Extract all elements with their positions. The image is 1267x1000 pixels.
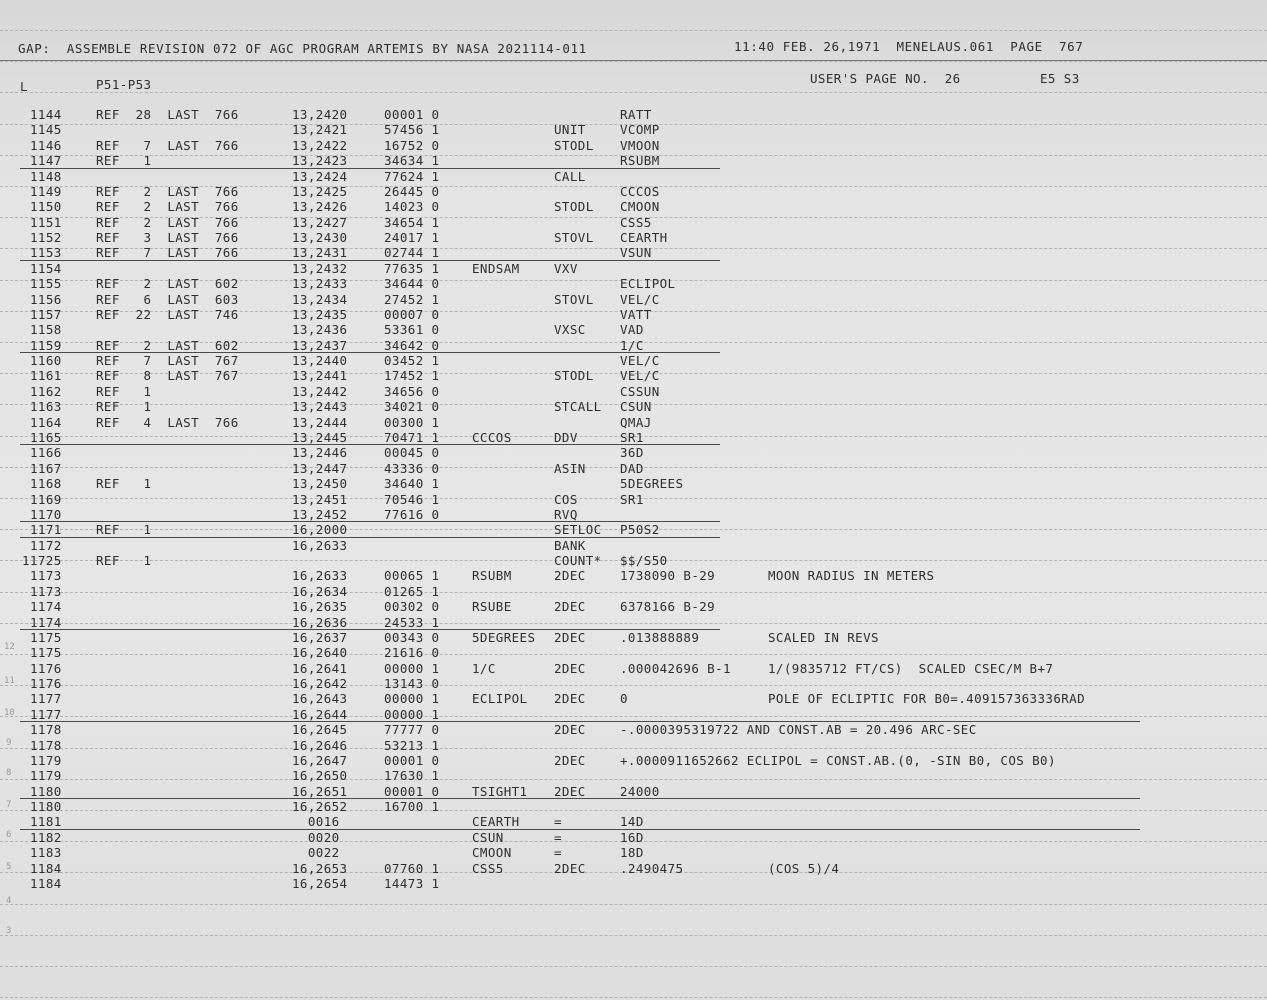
cell-word: 00000 1: [384, 691, 440, 706]
cell-line: 1177: [30, 707, 62, 722]
cell-ref: REF 2 LAST 766: [96, 199, 239, 214]
cell-op: DDV: [554, 430, 578, 445]
cell-word: 00065 1: [384, 568, 440, 583]
cell-operand: 24000: [620, 784, 660, 799]
section-separator: [20, 798, 1140, 799]
cell-line: 1156: [30, 292, 62, 307]
cell-word: 34640 1: [384, 476, 440, 491]
cell-op: 2DEC: [554, 784, 586, 799]
paper-rule: [0, 748, 1267, 749]
paper-rule: [0, 997, 1267, 998]
cell-line: 1178: [30, 722, 62, 737]
cell-operand: RSUBM: [620, 153, 660, 168]
cell-addr: 16,2641: [292, 661, 348, 676]
cell-addr: 13,2423: [292, 153, 348, 168]
cell-line: 1153: [30, 245, 62, 260]
cell-addr: 13,2420: [292, 107, 348, 122]
cell-comment: POLE OF ECLIPTIC FOR B0=.409157363336RAD: [768, 691, 1086, 706]
cell-addr: 16,2651: [292, 784, 348, 799]
cell-operand: CEARTH: [620, 230, 668, 245]
cell-addr: 16,2636: [292, 615, 348, 630]
cell-line: 1145: [30, 122, 62, 137]
cell-label: 1/C: [472, 661, 496, 676]
cell-op: STODL: [554, 138, 594, 153]
cell-op: STOVL: [554, 292, 594, 307]
cell-word: 34656 0: [384, 384, 440, 399]
cell-line: 1151: [30, 215, 62, 230]
cell-label: CCCOS: [472, 430, 512, 445]
margin-mark: 5: [6, 862, 12, 872]
cell-ref: REF 8 LAST 767: [96, 368, 239, 383]
cell-line: 1180: [30, 784, 62, 799]
cell-op: =: [554, 830, 562, 845]
margin-mark: 3: [6, 926, 12, 936]
margin-mark: 9: [6, 738, 12, 748]
cell-addr: 0020: [292, 830, 340, 845]
cell-label: ENDSAM: [472, 261, 520, 276]
cell-line: 1176: [30, 661, 62, 676]
cell-op: COUNT*: [554, 553, 602, 568]
cell-word: 26445 0: [384, 184, 440, 199]
cell-addr: 13,2444: [292, 415, 348, 430]
cell-operand: CSS5: [620, 215, 652, 230]
cell-line: 1175: [30, 630, 62, 645]
cell-word: 00001 0: [384, 107, 440, 122]
cell-addr: 16,2633: [292, 538, 348, 553]
cell-word: 01265 1: [384, 584, 440, 599]
cell-line: 1173: [30, 568, 62, 583]
cell-operand: 36D: [620, 445, 644, 460]
cell-line: 1148: [30, 169, 62, 184]
cell-word: 00343 0: [384, 630, 440, 645]
cell-op: 2DEC: [554, 568, 586, 583]
cell-line: 1146: [30, 138, 62, 153]
cell-word: 14473 1: [384, 876, 440, 891]
edition-code: E5 S3: [1040, 71, 1080, 86]
cell-op: UNIT: [554, 122, 586, 137]
cell-ref: REF 3 LAST 766: [96, 230, 239, 245]
cell-operand: VAD: [620, 322, 644, 337]
cell-word: 00007 0: [384, 307, 440, 322]
cell-op: STODL: [554, 368, 594, 383]
cell-op: RVQ: [554, 507, 578, 522]
cell-line: 1150: [30, 199, 62, 214]
cell-addr: 16,2642: [292, 676, 348, 691]
cell-word: 03452 1: [384, 353, 440, 368]
cell-op: 2DEC: [554, 599, 586, 614]
paper-rule: [0, 623, 1267, 624]
cell-addr: 13,2431: [292, 245, 348, 260]
user-page-number: USER'S PAGE NO. 26: [810, 71, 961, 86]
cell-addr: 16,2640: [292, 645, 348, 660]
margin-mark: 7: [6, 800, 12, 810]
cell-ref: REF 2 LAST 602: [96, 276, 239, 291]
cell-addr: 16,2000: [292, 522, 348, 537]
cell-operand: VATT: [620, 307, 652, 322]
cell-line: 1155: [30, 276, 62, 291]
cell-line: 1181: [30, 814, 62, 829]
cell-op: VXSC: [554, 322, 586, 337]
cell-word: 34021 0: [384, 399, 440, 414]
cell-word: 02744 1: [384, 245, 440, 260]
cell-word: 70546 1: [384, 492, 440, 507]
cell-word: 77777 0: [384, 722, 440, 737]
cell-word: 00001 0: [384, 753, 440, 768]
cell-operand: P50S2: [620, 522, 660, 537]
cell-line: 1162: [30, 384, 62, 399]
cell-ref: REF 2 LAST 602: [96, 338, 239, 353]
paper-rule: [0, 779, 1267, 780]
cell-op: 2DEC: [554, 861, 586, 876]
cell-line: 1183: [30, 845, 62, 860]
cell-label: CSUN: [472, 830, 504, 845]
section-separator: [20, 260, 720, 261]
cell-line: 1154: [30, 261, 62, 276]
cell-addr: 16,2646: [292, 738, 348, 753]
cell-operand: VEL/C: [620, 353, 660, 368]
cell-op: VXV: [554, 261, 578, 276]
cell-addr: 13,2442: [292, 384, 348, 399]
cell-line: 1165: [30, 430, 62, 445]
paper-rule: [0, 716, 1267, 717]
cell-operand: DAD: [620, 461, 644, 476]
cell-line: 1174: [30, 615, 62, 630]
cell-line: 1178: [30, 738, 62, 753]
paper-rule: [0, 935, 1267, 936]
cell-line: 1184: [30, 861, 62, 876]
cell-addr: 16,2644: [292, 707, 348, 722]
cell-word: 17630 1: [384, 768, 440, 783]
cell-addr: 16,2643: [292, 691, 348, 706]
paper-rule: [0, 61, 1267, 62]
cell-line: 1180: [30, 799, 62, 814]
cell-word: 17452 1: [384, 368, 440, 383]
cell-addr: 13,2440: [292, 353, 348, 368]
cell-addr: 0022: [292, 845, 340, 860]
cell-addr: 13,2441: [292, 368, 348, 383]
cell-operand: ECLIPOL: [620, 276, 676, 291]
cell-word: 70471 1: [384, 430, 440, 445]
cell-line: 1171: [30, 522, 62, 537]
cell-op: COS: [554, 492, 578, 507]
cell-addr: 16,2647: [292, 753, 348, 768]
cell-word: 13143 0: [384, 676, 440, 691]
cell-word: 00045 0: [384, 445, 440, 460]
margin-mark: 4: [6, 896, 12, 906]
cell-word: 77616 0: [384, 507, 440, 522]
cell-addr: 13,2435: [292, 307, 348, 322]
cell-operand: CCCOS: [620, 184, 660, 199]
cell-addr: 13,2424: [292, 169, 348, 184]
section-separator: [20, 829, 1140, 830]
section-separator: [20, 352, 720, 353]
cell-line: 1170: [30, 507, 62, 522]
cell-word: 00302 0: [384, 599, 440, 614]
listing-header-left: GAP: ASSEMBLE REVISION 072 OF AGC PROGRAM ARTEMIS BY NASA 2021114-011: [18, 41, 587, 56]
cell-addr: 13,2434: [292, 292, 348, 307]
paper-rule: [0, 966, 1267, 967]
cell-operand: CSUN: [620, 399, 652, 414]
cell-label: ECLIPOL: [472, 691, 528, 706]
cell-label: CEARTH: [472, 814, 520, 829]
cell-line: 1152: [30, 230, 62, 245]
cell-line: 1177: [30, 691, 62, 706]
section-separator: [20, 444, 720, 445]
cell-op: 2DEC: [554, 691, 586, 706]
cell-line: 1161: [30, 368, 62, 383]
cell-ref: REF 1: [96, 384, 152, 399]
cell-ref: REF 1: [96, 476, 152, 491]
cell-word: 53361 0: [384, 322, 440, 337]
cell-line: 1182: [30, 830, 62, 845]
cell-addr: 13,2443: [292, 399, 348, 414]
cell-addr: 13,2425: [292, 184, 348, 199]
cell-word: 77624 1: [384, 169, 440, 184]
cell-op: STOVL: [554, 230, 594, 245]
cell-addr: 16,2650: [292, 768, 348, 783]
cell-addr: 13,2447: [292, 461, 348, 476]
cell-addr: 16,2654: [292, 876, 348, 891]
cell-operand: 18D: [620, 845, 644, 860]
cell-ref: REF 4 LAST 766: [96, 415, 239, 430]
cell-ref: REF 22 LAST 746: [96, 307, 239, 322]
cell-addr: 13,2432: [292, 261, 348, 276]
cell-line: 1159: [30, 338, 62, 353]
cell-operand: QMAJ: [620, 415, 652, 430]
cell-word: 34634 1: [384, 153, 440, 168]
cell-operand: VMOON: [620, 138, 660, 153]
cell-line: 1184: [30, 876, 62, 891]
cell-line: 1164: [30, 415, 62, 430]
cell-op: BANK: [554, 538, 586, 553]
cell-word: 34654 1: [384, 215, 440, 230]
cell-operand: VEL/C: [620, 292, 660, 307]
cell-line: 1172: [30, 538, 62, 553]
cell-word: 27452 1: [384, 292, 440, 307]
cell-word: 00300 1: [384, 415, 440, 430]
cell-addr: 13,2452: [292, 507, 348, 522]
cell-line: 1179: [30, 768, 62, 783]
cell-op: 2DEC: [554, 753, 586, 768]
paper-rule: [0, 685, 1267, 686]
cell-line: 1157: [30, 307, 62, 322]
cell-line: 1167: [30, 461, 62, 476]
cell-word: 00000 1: [384, 707, 440, 722]
listing-header-right: 11:40 FEB. 26,1971 MENELAUS.061 PAGE 767: [734, 39, 1084, 54]
cell-op: 2DEC: [554, 722, 586, 737]
cell-ref: REF 7 LAST 767: [96, 353, 239, 368]
cell-word: 14023 0: [384, 199, 440, 214]
cell-addr: 13,2445: [292, 430, 348, 445]
section-separator: [20, 629, 720, 630]
cell-addr: 16,2645: [292, 722, 348, 737]
cell-word: 43336 0: [384, 461, 440, 476]
cell-line: 1168: [30, 476, 62, 491]
cell-word: 34642 0: [384, 338, 440, 353]
cell-operand: VEL/C: [620, 368, 660, 383]
cell-operand: SR1: [620, 430, 644, 445]
cell-line: 1160: [30, 353, 62, 368]
cell-op: SETLOC: [554, 522, 602, 537]
cell-op: CALL: [554, 169, 586, 184]
cell-ref: REF 2 LAST 766: [96, 184, 239, 199]
cell-word: 57456 1: [384, 122, 440, 137]
cell-addr: 13,2451: [292, 492, 348, 507]
cell-ref: REF 2 LAST 766: [96, 215, 239, 230]
paper-rule: [0, 904, 1267, 905]
cell-addr: 16,2635: [292, 599, 348, 614]
cell-word: 77635 1: [384, 261, 440, 276]
cell-op: =: [554, 845, 562, 860]
margin-mark: 8: [6, 768, 12, 778]
cell-line: 1147: [30, 153, 62, 168]
cell-operand: CSSUN: [620, 384, 660, 399]
paper-rule: [0, 654, 1267, 655]
cell-operand: RATT: [620, 107, 652, 122]
margin-mark: 6: [6, 830, 12, 840]
cell-op: ASIN: [554, 461, 586, 476]
cell-label: 5DEGREES: [472, 630, 536, 645]
margin-mark: 10: [4, 708, 15, 718]
cell-word: 24533 1: [384, 615, 440, 630]
cell-addr: 13,2426: [292, 199, 348, 214]
cell-operand: $$/S50: [620, 553, 668, 568]
cell-operand: SR1: [620, 492, 644, 507]
cell-line: 11725: [22, 553, 62, 568]
cell-line: 1179: [30, 753, 62, 768]
cell-ref: REF 28 LAST 766: [96, 107, 239, 122]
cell-operand: +.0000911652662 ECLIPOL = CONST.AB.(0, -SIN B0, COS B0): [620, 753, 1056, 768]
section-separator: [20, 521, 720, 522]
section-separator: [20, 168, 720, 169]
cell-word: 53213 1: [384, 738, 440, 753]
cell-addr: 13,2436: [292, 322, 348, 337]
cell-ref: REF 7 LAST 766: [96, 138, 239, 153]
cell-line: 1175: [30, 645, 62, 660]
cell-addr: 16,2637: [292, 630, 348, 645]
cell-label: RSUBM: [472, 568, 512, 583]
cell-addr: 13,2422: [292, 138, 348, 153]
cell-operand: -.0000395319722 AND CONST.AB = 20.496 ARC-SEC: [620, 722, 977, 737]
cell-line: 1158: [30, 322, 62, 337]
header-rule: [0, 60, 1267, 61]
cell-line: 1149: [30, 184, 62, 199]
margin-mark: 11: [4, 676, 15, 686]
cell-addr: 13,2433: [292, 276, 348, 291]
cell-word: 34644 0: [384, 276, 440, 291]
cell-comment: MOON RADIUS IN METERS: [768, 568, 935, 583]
cell-comment: (COS 5)/4: [768, 861, 840, 876]
paper-rule: [0, 592, 1267, 593]
cell-comment: 1/(9835712 FT/CS) SCALED CSEC/M B+7: [768, 661, 1054, 676]
cell-word: 00000 1: [384, 661, 440, 676]
cell-ref: REF 1: [96, 399, 152, 414]
cell-addr: 13,2450: [292, 476, 348, 491]
cell-addr: 13,2427: [292, 215, 348, 230]
section-name: P51-P53: [96, 77, 152, 92]
cell-word: 16700 1: [384, 799, 440, 814]
cell-addr: 16,2634: [292, 584, 348, 599]
paper-rule: [0, 810, 1267, 811]
cell-word: 24017 1: [384, 230, 440, 245]
cell-operand: 1/C: [620, 338, 644, 353]
cell-op: 2DEC: [554, 661, 586, 676]
cell-addr: 13,2430: [292, 230, 348, 245]
cell-operand: VSUN: [620, 245, 652, 260]
cell-label: CMOON: [472, 845, 512, 860]
cell-label: CSS5: [472, 861, 504, 876]
cell-operand: .013888889: [620, 630, 700, 645]
cell-label: RSUBE: [472, 599, 512, 614]
cell-line: 1173: [30, 584, 62, 599]
cell-label: TSIGHT1: [472, 784, 528, 799]
paper-rule: [0, 30, 1267, 31]
section-separator: [20, 537, 720, 538]
cell-addr: 13,2437: [292, 338, 348, 353]
cell-ref: REF 6 LAST 603: [96, 292, 239, 307]
cell-op: STODL: [554, 199, 594, 214]
cell-word: 07760 1: [384, 861, 440, 876]
cell-addr: 16,2653: [292, 861, 348, 876]
cell-line: 1174: [30, 599, 62, 614]
cell-operand: 14D: [620, 814, 644, 829]
cell-ref: REF 1: [96, 522, 152, 537]
cell-word: 16752 0: [384, 138, 440, 153]
cell-operand: 16D: [620, 830, 644, 845]
cell-ref: REF 1: [96, 553, 152, 568]
cell-addr: 13,2421: [292, 122, 348, 137]
cell-addr: 16,2633: [292, 568, 348, 583]
cell-line: 1144: [30, 107, 62, 122]
cell-line: 1166: [30, 445, 62, 460]
cell-operand: 6378166 B-29: [620, 599, 716, 614]
cell-addr: 16,2652: [292, 799, 348, 814]
cell-addr: 13,2446: [292, 445, 348, 460]
paper-rule: [0, 92, 1267, 93]
cell-operand: VCOMP: [620, 122, 660, 137]
cell-addr: 0016: [292, 814, 340, 829]
cell-comment: SCALED IN REVS: [768, 630, 879, 645]
cell-op: 2DEC: [554, 630, 586, 645]
cell-op: =: [554, 814, 562, 829]
cell-line: 1163: [30, 399, 62, 414]
column-letter: L: [20, 79, 28, 94]
margin-mark: 12: [4, 642, 15, 652]
cell-operand: .2490475: [620, 861, 684, 876]
cell-word: 00001 0: [384, 784, 440, 799]
cell-line: 1176: [30, 676, 62, 691]
cell-operand: 5DEGREES: [620, 476, 684, 491]
cell-word: 21616 0: [384, 645, 440, 660]
cell-line: 1169: [30, 492, 62, 507]
cell-operand: .000042696 B-1: [620, 661, 731, 676]
cell-ref: REF 1: [96, 153, 152, 168]
cell-operand: CMOON: [620, 199, 660, 214]
cell-operand: 0: [620, 691, 628, 706]
cell-operand: 1738090 B-29: [620, 568, 716, 583]
cell-op: STCALL: [554, 399, 602, 414]
section-separator: [20, 721, 1140, 722]
cell-ref: REF 7 LAST 766: [96, 245, 239, 260]
